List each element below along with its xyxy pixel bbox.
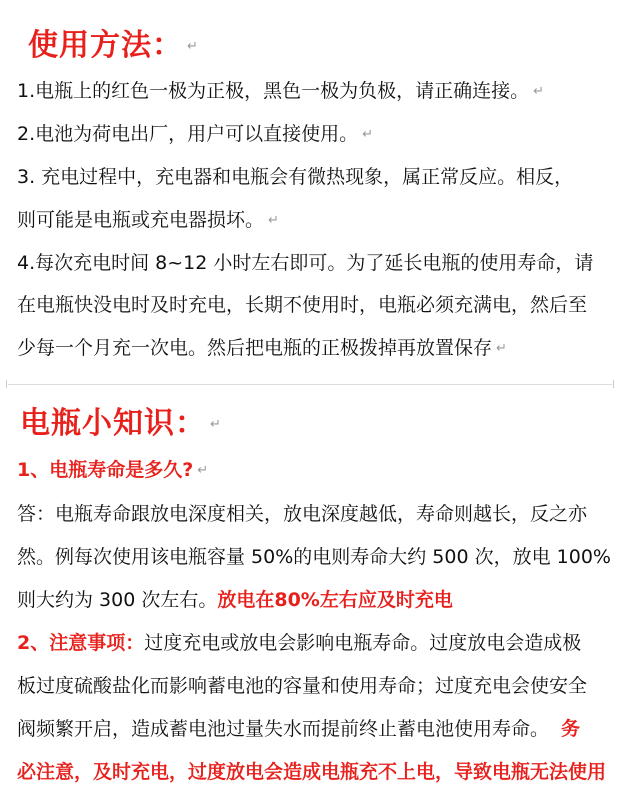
answer-1-line-1	[17, 502, 587, 526]
paragraph-mark-icon: ↵	[187, 39, 199, 54]
usage-line-1	[17, 79, 544, 104]
knowledge-heading	[20, 398, 222, 442]
question-1	[17, 458, 208, 483]
usage-heading-text: 使用方法：	[28, 28, 183, 63]
paragraph-mark-icon: ↵	[496, 340, 507, 356]
divider-corner-right	[609, 380, 614, 388]
paragraph-mark-icon: ↵	[268, 212, 279, 228]
notes-line-3-text: 阀频繁开启，造成蓄电池过量失水而提前终止蓄电池使用寿命。	[17, 718, 550, 740]
knowledge-heading-text: 电瓶小知识：	[20, 406, 206, 441]
usage-line-6-text: 在电瓶快没电时及时充电，长期不使用时，电瓶必须充满电，然后至	[17, 294, 588, 316]
notes-label: 2、注意事项：	[17, 632, 145, 654]
usage-line-2-text: 2.电池为荷电出厂，用户可以直接使用。	[17, 123, 359, 145]
usage-line-3-text: 3. 充电过程中，充电器和电瓶会有微热现象，属正常反应。相反，	[17, 166, 574, 188]
answer-1-line-2-text: 然。例每次使用该电瓶容量 50%的电则寿命大约 500 次，放电 100%	[17, 546, 611, 568]
usage-line-7	[17, 336, 507, 361]
answer-1-line-2	[17, 545, 611, 569]
usage-line-4	[17, 208, 279, 233]
answer-1-line-3	[17, 588, 453, 612]
notes-line-3	[17, 717, 580, 741]
usage-line-7-text: 少每一个月充一次电。然后把电瓶的正极拨掉再放置保存	[17, 337, 493, 359]
answer-1-emphasis: 放电在80%左右应及时充电	[217, 589, 453, 611]
paragraph-mark-icon: ↵	[210, 417, 222, 432]
usage-line-5-text: 4.每次充电时间 8~12 小时左右即可。为了延长电瓶的使用寿命，请	[17, 252, 594, 274]
answer-1-line-3-text: 则大约为 300 次左右。	[17, 589, 218, 611]
notes-line-1	[17, 631, 581, 655]
usage-heading	[28, 20, 199, 64]
usage-line-5	[17, 251, 593, 275]
notes-emphasis-start: 务	[561, 718, 581, 740]
answer-1-line-1-text: 答：电瓶寿命跟放电深度相关，放电深度越低，寿命则越长，反之亦	[17, 503, 588, 525]
notes-line-2-text: 板过度硫酸盐化而影响蓄电池的容量和使用寿命；过度充电会使安全	[17, 675, 588, 697]
paragraph-mark-icon: ↵	[197, 462, 209, 478]
usage-line-2	[17, 122, 373, 147]
usage-line-4-text: 则可能是电瓶或充电器损坏。	[17, 209, 265, 231]
paragraph-mark-icon: ↵	[362, 126, 374, 142]
paragraph-mark-icon: ↵	[533, 83, 545, 99]
usage-line-1-text: 1.电瓶上的红色一极为正极，黑色一极为负极，请正确连接。	[17, 80, 530, 102]
question-1-text: 1、电瓶寿命是多久?	[17, 459, 194, 481]
section-divider	[8, 384, 612, 385]
usage-line-3	[17, 165, 573, 189]
usage-line-6	[17, 293, 587, 317]
notes-line-4	[17, 760, 606, 784]
notes-line-2	[17, 674, 587, 698]
notes-line-1-text: 过度充电或放电会影响电瓶寿命。过度放电会造成极	[144, 632, 582, 654]
notes-emphasis-text: 必注意，及时充电，过度放电会造成电瓶充不上电，导致电瓶无法使用	[17, 761, 607, 783]
